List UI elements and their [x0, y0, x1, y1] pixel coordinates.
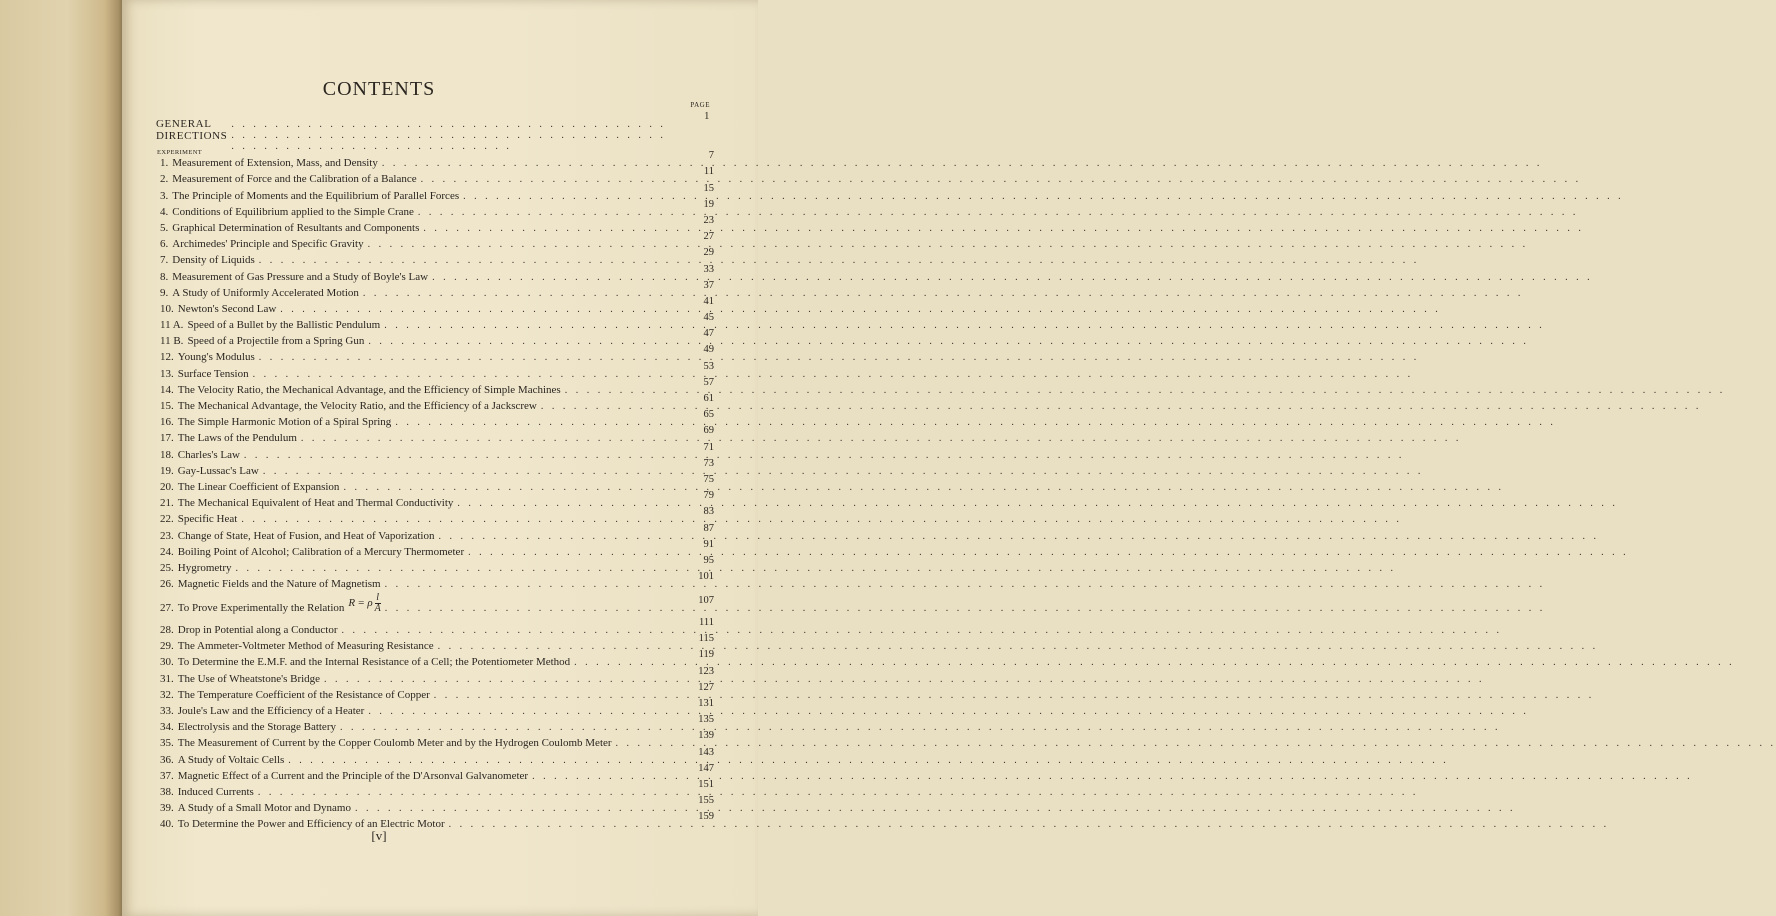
experiment-section-header: EXPERIMENT: [157, 149, 203, 156]
entry-title: Conditions of Equilibrium applied to the Simple Crane: [172, 205, 414, 218]
toc-entry[interactable]: [160, 328, 714, 348]
entry-title: Induced Currents: [177, 785, 254, 798]
page-number: 33: [703, 263, 714, 275]
leader-dots: [432, 272, 680, 283]
page-number: 159: [698, 811, 714, 823]
page-number: 37: [703, 279, 714, 291]
leader-dots: [241, 514, 680, 525]
leader-dots: [288, 755, 680, 766]
entry-title: The Mechanical Advantage, the Velocity Ratio, and the Efficiency of a Jackscrew: [177, 400, 537, 412]
entry-title: Measurement of Gas Pressure and a Study of Boyle's Law: [172, 270, 429, 283]
entry-title: The Mechanical Equivalent of Heat and Thermal Conductivity: [177, 497, 454, 510]
entry-number: 39.: [160, 802, 174, 815]
leader-dots: [395, 417, 680, 428]
page-column-header: PAGE: [690, 101, 710, 109]
formula-denominator: A: [374, 603, 381, 615]
formula-numerator: l: [376, 592, 380, 604]
leader-dots: [259, 352, 680, 363]
toc-entry[interactable]: [160, 665, 714, 685]
leader-dots: [541, 401, 680, 412]
page-number: 139: [698, 730, 714, 742]
page-number: 27: [703, 231, 714, 243]
toc-entry[interactable]: [160, 473, 714, 493]
toc-entry[interactable]: [160, 590, 714, 614]
toc-entry[interactable]: [160, 166, 714, 186]
entry-title: Magnetic Fields and the Nature of Magnetism: [177, 578, 381, 591]
entry-number: 8.: [160, 270, 169, 283]
entry-title: The Temperature Coefficient of the Resistance of Copper: [177, 688, 430, 701]
entry-number: 14.: [160, 383, 174, 396]
toc-entry[interactable]: [160, 263, 714, 283]
entry-title: The Velocity Ratio, the Mechanical Advantage, and the Efficiency of Simple Machines: [177, 383, 561, 396]
leader-dots: [342, 625, 680, 636]
entry-number: 31.: [160, 672, 174, 685]
page-number: 47: [703, 328, 714, 340]
toc-entry[interactable]: [160, 295, 714, 315]
entry-number: 11 A.: [160, 319, 184, 332]
leader-dots: [423, 223, 680, 234]
table-of-contents: [160, 150, 714, 831]
leader-dots: [301, 433, 680, 444]
entry-title: Young's Modulus: [177, 351, 255, 364]
entry-title: To Prove Experimentally the Relation: [177, 602, 345, 615]
entry-title: Specific Heat: [177, 513, 238, 526]
leader-dots: [355, 803, 680, 814]
page-number: 45: [703, 312, 714, 324]
leader-dots: [363, 288, 680, 299]
page-number: 75: [703, 473, 714, 485]
page-number: 23: [703, 214, 714, 226]
leader-dots: [468, 547, 680, 558]
toc-entry[interactable]: [160, 522, 714, 542]
entry-title: To Determine the E.M.F. and the Internal Resistance of a Cell; the Potentiometer Method: [177, 656, 571, 669]
entry-title: Boiling Point of Alcohol; Calibration of a Mercury Thermometer: [177, 545, 465, 558]
entry-number: 21.: [160, 497, 174, 510]
entry-title: A Study of Voltaic Cells: [177, 753, 285, 766]
toc-entry[interactable]: [160, 506, 714, 526]
leader-dots: [244, 450, 680, 461]
toc-entry[interactable]: [160, 393, 714, 412]
general-directions-label: GENERAL DIRECTIONS: [156, 118, 228, 142]
entry-number: 7.: [160, 254, 169, 267]
leader-dots: [368, 239, 680, 250]
entry-title: The Laws of the Pendulum: [177, 432, 297, 445]
leader-dots: [574, 657, 680, 668]
entry-number: 18.: [160, 448, 174, 461]
entry-title: Speed of a Projectile from a Spring Gun: [187, 335, 365, 348]
entry-number: 27.: [160, 602, 174, 615]
entry-title: To Determine the Power and Efficiency of an Electric Motor: [177, 818, 445, 831]
entry-title: Measurement of Extension, Mass, and Density: [172, 157, 378, 170]
leader-dots: [280, 304, 680, 315]
entry-number: 10.: [160, 302, 174, 315]
page-number: 73: [703, 457, 714, 469]
page-number: 41: [703, 295, 714, 307]
page-number: 95: [703, 554, 714, 566]
page-number: 155: [698, 795, 714, 807]
page-number: 69: [703, 425, 714, 437]
entry-number: 37.: [160, 769, 174, 782]
entry-title: Speed of a Bullet by the Ballistic Pendulum: [187, 319, 381, 332]
toc-entry[interactable]: [160, 409, 714, 429]
entry-number: 12.: [160, 351, 174, 364]
toc-entry[interactable]: [160, 614, 714, 636]
leader-dots: [236, 563, 680, 574]
toc-entry[interactable]: [160, 490, 714, 510]
entry-number: 19.: [160, 464, 174, 477]
leader-dots: [368, 706, 680, 717]
toc-entry[interactable]: [160, 633, 714, 653]
page-number: 83: [703, 506, 714, 518]
entry-number: 15.: [160, 400, 174, 412]
entry-number: 29.: [160, 640, 174, 653]
toc-entry[interactable]: [160, 198, 714, 218]
page-number: 135: [698, 714, 714, 726]
toc-entry[interactable]: [160, 360, 714, 380]
leader-dots: [421, 174, 680, 185]
entry-title: The Principle of Moments and the Equilibrium of Parallel Forces: [172, 189, 460, 202]
entry-number: 24.: [160, 545, 174, 558]
entry-title: A Study of a Small Motor and Dynamo: [177, 802, 351, 815]
page-number: 127: [698, 681, 714, 693]
toc-entry[interactable]: [160, 376, 714, 396]
leader-dots: [463, 191, 680, 202]
entry-number: 4.: [160, 205, 169, 218]
toc-entry[interactable]: [160, 538, 714, 558]
leader-dots: [532, 771, 680, 782]
leader-dots: [385, 579, 680, 590]
page-number: 53: [703, 360, 714, 372]
leader-dots: [616, 738, 680, 749]
leader-dots: [259, 255, 680, 266]
toc-entry[interactable]: [160, 698, 714, 717]
leader-dots: [231, 119, 676, 152]
entry-title: Gay-Lussac's Law: [177, 464, 259, 477]
entry-number: 36.: [160, 753, 174, 766]
page-number: 119: [698, 649, 714, 661]
entry-title: The Linear Coefficient of Expansion: [177, 480, 340, 493]
toc-entry[interactable]: [160, 795, 714, 815]
formula-equals: =: [358, 597, 365, 610]
entry-number: 38.: [160, 785, 174, 798]
entry-number: 22.: [160, 513, 174, 526]
entry-number: 34.: [160, 721, 174, 734]
leader-dots: [253, 369, 680, 380]
toc-entry[interactable]: [160, 425, 714, 445]
page-number: 71: [703, 441, 714, 453]
leader-dots: [384, 320, 680, 331]
toc-entry[interactable]: [160, 762, 714, 782]
leader-dots: [324, 674, 680, 685]
entry-number: 9.: [160, 286, 169, 299]
entry-number: 32.: [160, 688, 174, 701]
leader-dots: [258, 787, 680, 798]
toc-entry[interactable]: [160, 231, 714, 251]
toc-entry[interactable]: [160, 279, 714, 299]
entry-number: 11 B.: [160, 335, 184, 348]
leader-dots: [457, 498, 680, 509]
entry-title: The Simple Harmonic Motion of a Spiral Spring: [177, 416, 392, 429]
page-number: 11: [703, 166, 714, 178]
general-directions-entry[interactable]: [156, 111, 710, 142]
toc-entry[interactable]: [160, 778, 714, 798]
entry-number: 33.: [160, 705, 174, 717]
leader-dots: [434, 690, 680, 701]
entry-number: 40.: [160, 818, 174, 831]
leader-dots: [263, 466, 680, 477]
page-number: 115: [698, 633, 714, 645]
relation-formula: [348, 593, 380, 614]
entry-title: The Use of Wheatstone's Bridge: [177, 672, 321, 685]
entry-number: 17.: [160, 432, 174, 445]
entry-title: Magnetic Effect of a Current and the Principle of the D'Arsonval Galvanometer: [177, 769, 529, 782]
entry-number: 3.: [160, 189, 169, 202]
page-number: 131: [698, 698, 714, 709]
entry-number: 1.: [160, 157, 169, 170]
toc-entry[interactable]: [160, 554, 714, 574]
toc-entry[interactable]: [160, 247, 714, 267]
entry-number: 16.: [160, 416, 174, 429]
toc-entry[interactable]: [160, 746, 714, 766]
page-number: 7: [708, 150, 714, 162]
leader-dots: [385, 603, 680, 614]
page-number: 107: [698, 595, 714, 607]
book-gutter: [0, 0, 122, 916]
entry-number: 6.: [160, 238, 169, 251]
leader-dots: [565, 385, 680, 396]
entry-title: Drop in Potential along a Conductor: [177, 624, 338, 637]
entry-title: The Ammeter-Voltmeter Method of Measuring Resistance: [177, 640, 434, 653]
page-number: 19: [703, 198, 714, 210]
leader-dots: [368, 336, 680, 347]
page-number: 1: [704, 111, 710, 122]
toc-entry[interactable]: [160, 714, 714, 734]
toc-entry[interactable]: [160, 681, 714, 701]
formula-rho: ρ: [367, 597, 373, 610]
page-number: 101: [698, 571, 714, 583]
entry-title: The Measurement of Current by the Copper Coulomb Meter and by the Hydrogen Coulomb Meter: [177, 737, 612, 750]
page-number: 29: [703, 247, 714, 259]
toc-entry[interactable]: [160, 344, 714, 364]
page-number: 123: [698, 665, 714, 677]
leader-dots: [418, 207, 680, 218]
toc-entry[interactable]: [160, 182, 714, 202]
entry-number: 20.: [160, 480, 174, 493]
page-number: 57: [703, 376, 714, 388]
entry-number: 13.: [160, 367, 174, 380]
toc-entry[interactable]: [160, 730, 714, 750]
entry-title: Charles's Law: [177, 448, 240, 461]
page-number: 79: [703, 490, 714, 502]
toc-entry[interactable]: [160, 441, 714, 461]
leader-dots: [438, 531, 680, 542]
entry-title: Electrolysis and the Storage Battery: [177, 721, 336, 734]
page-number: 151: [698, 778, 714, 790]
entry-title: Joule's Law and the Efficiency of a Heater: [177, 705, 365, 717]
leader-dots: [382, 158, 680, 169]
toc-entry[interactable]: [160, 214, 714, 234]
page-number: 147: [698, 762, 714, 774]
page-number: 61: [703, 393, 714, 404]
formula-lhs: R: [348, 597, 356, 610]
entry-title: Density of Liquids: [172, 254, 255, 267]
page-folio: [v]: [371, 828, 387, 843]
entry-title: A Study of Uniformly Accelerated Motion: [172, 286, 359, 299]
leader-dots: [343, 482, 680, 493]
page-number: 49: [703, 344, 714, 356]
entry-title: Surface Tension: [177, 367, 249, 380]
entry-title: Graphical Determination of Resultants and Components: [172, 221, 420, 234]
entry-title: Newton's Second Law: [177, 302, 277, 315]
entry-number: 2.: [160, 173, 169, 186]
entry-title: Hygrometry: [177, 561, 232, 574]
page-number: 143: [698, 746, 714, 758]
page-number: 87: [703, 522, 714, 534]
page-number: 65: [703, 409, 714, 421]
toc-entry[interactable]: [160, 649, 714, 669]
formula-fraction: [375, 593, 381, 614]
toc-entry[interactable]: [160, 571, 714, 591]
entry-number: 23.: [160, 529, 174, 542]
page-number: 111: [699, 617, 714, 629]
leader-dots: [340, 722, 680, 733]
entry-number: 26.: [160, 578, 174, 591]
entry-number: 30.: [160, 656, 174, 669]
entry-title: Archimedes' Principle and Specific Gravity: [172, 238, 364, 251]
entry-number: 35.: [160, 737, 174, 750]
toc-entry[interactable]: [160, 457, 714, 477]
entry-title: Change of State, Heat of Fusion, and Heat of Vaporization: [177, 529, 435, 542]
page-title: CONTENTS: [322, 78, 436, 100]
entry-number: 28.: [160, 624, 174, 637]
entry-number: 25.: [160, 561, 174, 574]
page-number: 91: [703, 538, 714, 550]
entry-number: 5.: [160, 221, 169, 234]
leader-dots: [438, 641, 680, 652]
toc-entry[interactable]: [160, 312, 714, 332]
page-number: 15: [703, 182, 714, 194]
entry-title: Measurement of Force and the Calibration of a Balance: [172, 173, 417, 186]
